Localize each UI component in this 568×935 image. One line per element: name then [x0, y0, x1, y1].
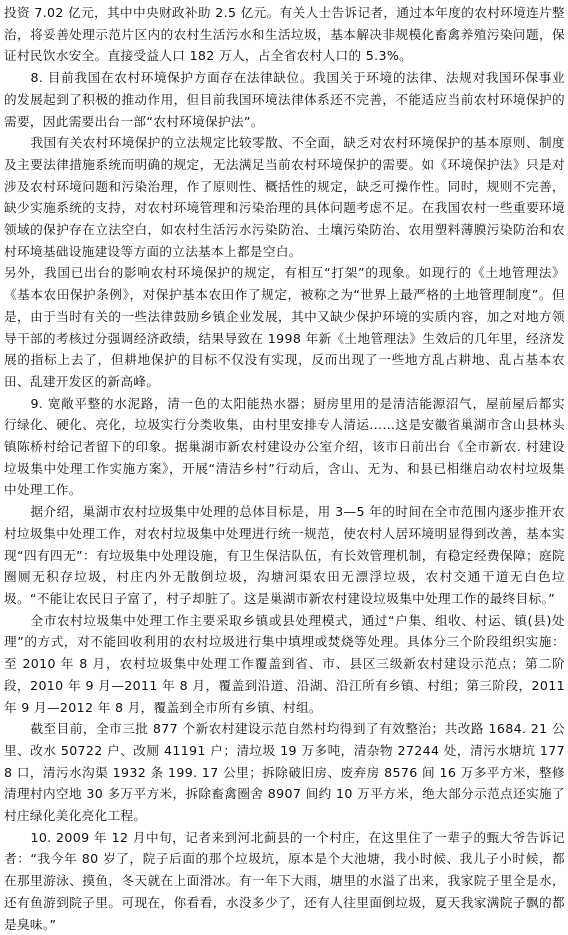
paragraph-4: 另外，我国已出台的影响农村环境保护的规定，有相互“打架”的现象。如现行的《土地管理法》《基本农田保护条例》，对保护基本农田作了规定，被称之为“世界上最严格的土地管理制度”。但是，由于当时有关的一些法律鼓励乡镇企业发展，其中又缺少保护环境的实质内容，加之对地方领导干部的考核过分强调经济政绩，结果导致在 1998 年新《土地管理法》生效后的几年里，经济发展的指标上去了，但耕地保护的目标不仅没有实现，反而出现了一些地方乱占耕地、乱占基本农田、乱建开发区的新高峰。	[4, 265, 565, 389]
paragraph-6: 据介绍，巢湖市农村垃圾集中处理的总体目标是，用 3—5 年的时间在全市范围内逐步推开农村垃圾集中处理工作，对农村垃圾集中处理进行统一规范，使农村人居环境明显得到改善，基本实现“四有四无”：有垃圾集中处理设施，有卫生保洁队伍，有长效管理机制，有稳定经费保障；庭院圈厕无积存垃圾，村庄内外无散倒垃圾，沟塘河渠农田无漂浮垃圾，农村交通干道无白色垃圾。“不能让农民日子富了，村子却脏了。这是巢湖市新农村建设垃圾集中处理工作的最终目标。”	[4, 504, 565, 606]
paragraph-2: 8. 目前我国在农村环境保护方面存在法律缺位。我国关于环境的法律、法规对我国环保事业的发展起到了积极的推动作用，但目前我国环境法律体系还不完善，不能适应当前农村环境保护的需要，因此需要出台一部“农村环境保护法”。	[4, 70, 565, 129]
document-page	[4, 2, 565, 935]
paragraph-7: 全市农村垃圾集中处理工作主要采取乡镇或县处理模式，通过“户集、组收、村运、镇(县)处理”的方式，对不能回收利用的农村垃圾进行集中填埋或焚烧等处理。具体分三个阶段组织实施：至 2010 年 8 月，农村垃圾集中处理工作覆盖到省、市、县区三级新农村建设示范点；第二阶段，2010 年 9 月—2011 年 8 月，覆盖到沿道、沿湖、沿江所有乡镇、村组；第三阶段，2011 年 9 月—2012 年 8 月，覆盖到全市所有乡镇、村组。	[4, 612, 565, 715]
paragraph-5: 9. 宽敞平整的水泥路，清一色的太阳能热水器；厨房里用的是清洁能源沼气，屋前屋后都实行绿化、硬化、亮化，垃圾实行分类收集，由村里安排专人清运……这是安徽省巢湖市含山县林头镇陈桥村给记者留下的印象。据巢湖市新农村建设办公室介绍，该市日前出台《全市新农. 村建设垃圾集中处理工作实施方案》，开展“清洁乡村”行动后，含山、无为、和县已相继启动农村垃圾集中处理工作。	[4, 395, 565, 498]
paragraph-3: 我国有关农村环境保护的立法规定比较零散、不全面，缺乏对农村环境保护的基本原则、制度及主要法律措施系统而明确的规定，无法满足当前农村环境保护的需要。如《环境保护法》只是对涉及农村环境问题和污染治理，作了原则性、概括性的规定，缺乏可操作性。同时，规则不完善，缺少实施系统的支持，对农村环境管理和污染治理的具体问题考虑不足。在我国农村一些重要环境领域的保护存在立法空白，如农村生活污水污染防治、土壤污染防治、农用塑料薄膜污染防治和农村环境基础设施建设等方面的立法基本上都是空白。	[4, 135, 565, 259]
paragraph-8: 截至目前，全市三批 877 个新农村建设示范自然村均得到了有效整治；共改路 1684. 21 公里、改水 50722 户、改厕 41191 户；清垃圾 19 万多吨，清杂物 27244 处，清污水塘坑 1778 口，清污水沟渠 1932 条 199. 17 公里；拆除破旧房、废弃房 8576 间 16 万多平方米，整修清理村内空地 30 多万平方米，拆除畜禽圈舍 8907 间约 10 万平方米，绝大部分示范点还实施了村庄绿化美化亮化工程。	[4, 721, 565, 824]
paragraph-1: 投资 7.02 亿元，其中中央财政补助 2.5 亿元。有关人士告诉记者，通过本年度的农村环境连片整治，将妥善处理示范片区内的农村生活污水和生活垃圾，基本解决非规模化畜禽养殖污染问题，保证村民饮水安全。直接受益人口 182 万人，占全省农村人口的 5.3%。	[4, 5, 565, 64]
paragraph-9: 10. 2009 年 12 月中旬，记者来到河北蓟县的一个村庄，在这里住了一辈子的甄大爷告诉记者：“我今年 80 岁了，院子后面的那个垃圾坑，原本是个大池塘，我小时候、我儿子小时候，都在那里游泳、摸鱼，冬天就在上面滑冰。有一年下大雨，塘里的水溢了出来，我家院子里全是水，还有鱼游到院子里。可现在，你看看，水没多少了，还有人往里面倒垃圾，夏天我家满院子飘的都是臭味。”	[4, 829, 565, 932]
